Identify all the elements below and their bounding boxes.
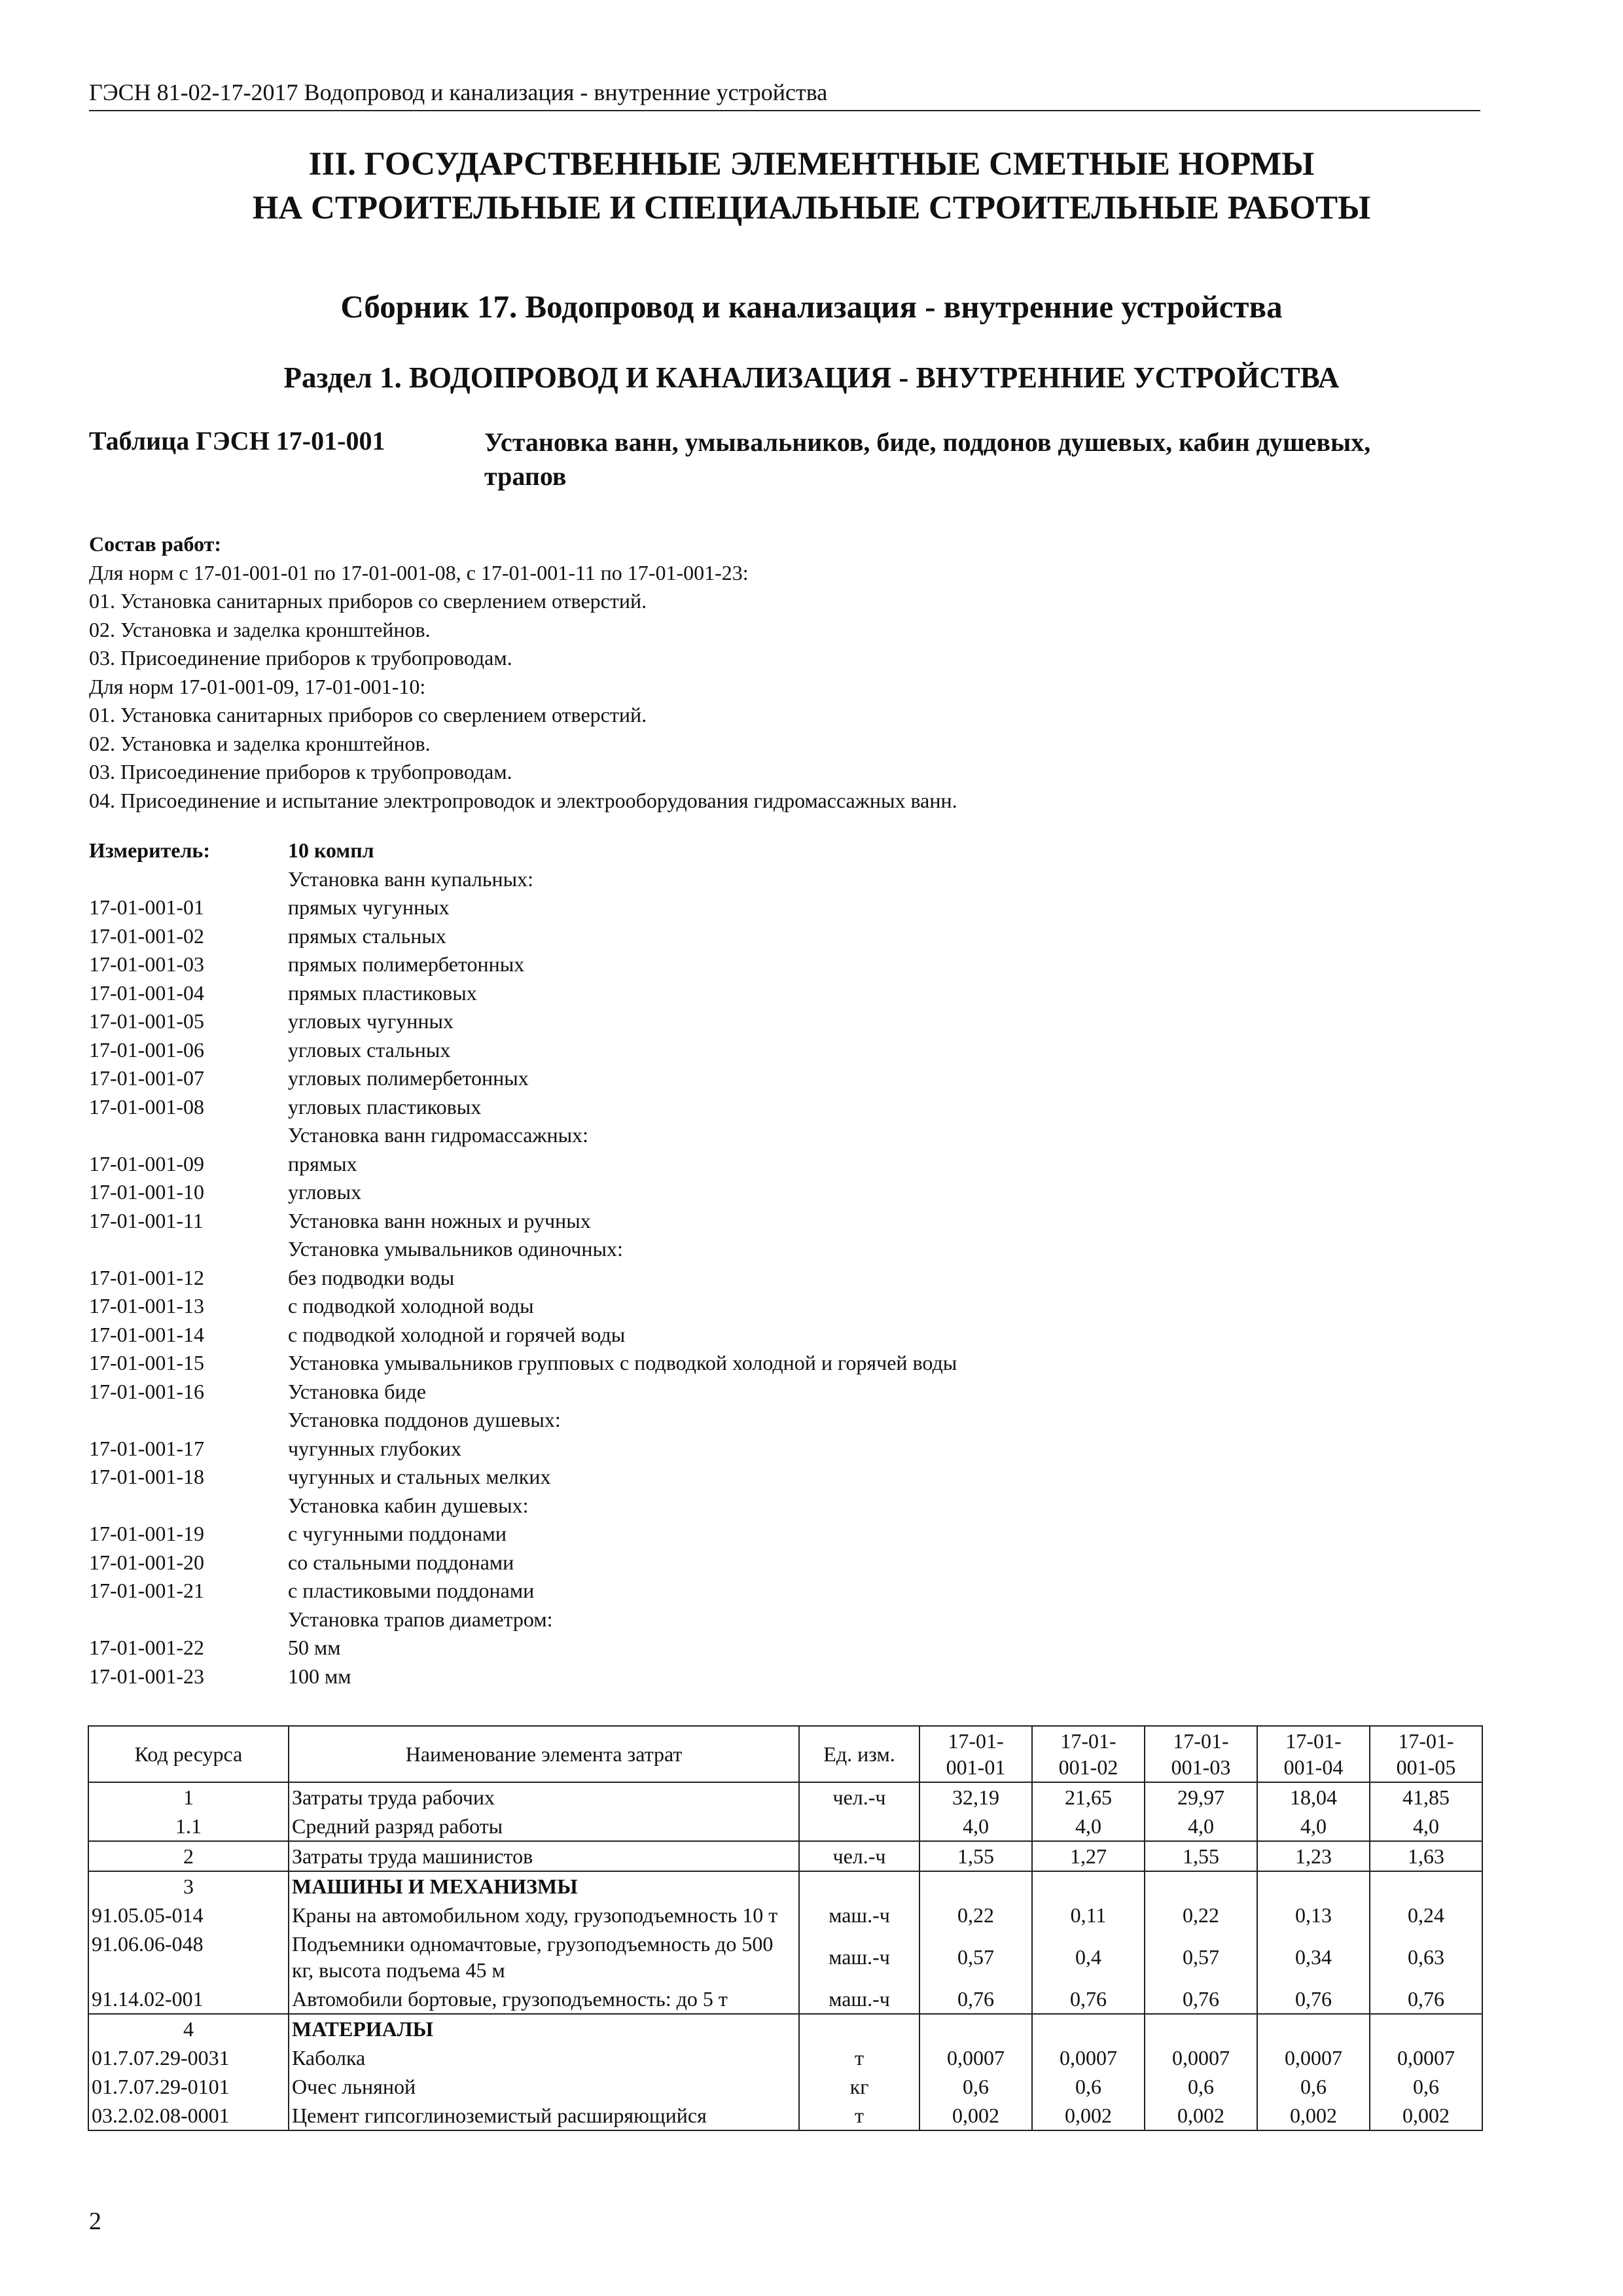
resource-unit: кг [799, 2072, 919, 2101]
resource-value: 4,0 [1370, 1812, 1482, 1841]
resource-unit: маш.-ч [799, 1901, 919, 1929]
norm-description: прямых пластиковых [288, 980, 477, 1005]
norm-code: 17-01-001-20 [89, 1550, 204, 1574]
resource-value [919, 1871, 1032, 1901]
resource-name: Очес льняной [289, 2072, 799, 2101]
resource-name: МАТЕРИАЛЫ [289, 2014, 799, 2043]
resource-value: 0,34 [1257, 1929, 1370, 1984]
table-row [88, 2014, 1482, 2043]
norm-description: Установка умывальников групповых с подводкой холодной и горячей воды [288, 1351, 957, 1374]
resource-value: 0,0007 [1032, 2043, 1145, 2072]
norm-description: 50 мм [288, 1636, 341, 1659]
resource-value: 0,63 [1370, 1929, 1482, 1984]
resource-value: 1,23 [1257, 1841, 1370, 1871]
resource-value: 18,04 [1257, 1782, 1370, 1812]
table-row [88, 2043, 1482, 2072]
composition-line: Для норм 17-01-001-09, 17-01-001-10: [89, 674, 426, 698]
resource-name: МАШИНЫ И МЕХАНИЗМЫ [289, 1871, 799, 1901]
norm-description: 100 мм [288, 1664, 351, 1688]
norm-code: 17-01-001-06 [89, 1037, 204, 1062]
norm-description: Установка биде [288, 1379, 426, 1403]
norm-code: 17-01-001-19 [89, 1522, 204, 1545]
resource-value [1145, 2014, 1257, 2043]
resource-value: 0,76 [1032, 1984, 1145, 2014]
table-row [88, 1782, 1482, 1812]
running-header: ГЭСН 81-02-17-2017 Водопровод и канализация - внутренние устройства [89, 79, 1480, 111]
norm-description: чугунных глубоких [288, 1436, 461, 1460]
resource-value: 0,76 [1370, 1984, 1482, 2014]
norm-description: прямых полимербетонных [288, 952, 525, 976]
resource-name: Каболка [289, 2043, 799, 2072]
table-row [88, 1901, 1482, 1929]
resource-value: 1,55 [919, 1841, 1032, 1871]
norm-code: 17-01-001-21 [89, 1579, 204, 1602]
norm-description: Установка ванн ножных и ручных [288, 1208, 591, 1232]
norm-description: чугунных и стальных мелких [288, 1465, 551, 1488]
norm-description: Установка трапов диаметром: [288, 1607, 553, 1631]
header-norm-col: 17-01- 001-02 [1032, 1726, 1145, 1782]
resource-value: 0,0007 [1145, 2043, 1257, 2072]
table-row [88, 2072, 1482, 2101]
resource-value: 0,57 [919, 1929, 1032, 1984]
resource-value: 0,6 [1032, 2072, 1145, 2101]
norm-description: с подводкой холодной и горячей воды [288, 1322, 626, 1346]
composition-label: Состав работ: [89, 532, 222, 556]
resource-unit: т [799, 2043, 919, 2072]
norm-description: прямых [288, 1151, 357, 1175]
resource-name: Средний разряд работы [289, 1812, 799, 1841]
resource-code: 91.05.05-014 [88, 1901, 289, 1929]
header-norm-col: 17-01- 001-05 [1370, 1726, 1482, 1782]
resource-value: 41,85 [1370, 1782, 1482, 1812]
resource-value: 1,27 [1032, 1841, 1145, 1871]
header-code: Код ресурса [88, 1726, 289, 1782]
norm-description: с пластиковыми поддонами [288, 1579, 535, 1602]
resource-value: 0,76 [1257, 1984, 1370, 2014]
norm-description: с подводкой холодной воды [288, 1294, 534, 1318]
resource-value [1257, 1871, 1370, 1901]
norm-code: 17-01-001-16 [89, 1379, 204, 1403]
header-name: Наименование элемента затрат [289, 1726, 799, 1782]
norm-code: 17-01-001-11 [89, 1208, 204, 1232]
norm-description: Установка поддонов душевых: [288, 1408, 561, 1431]
norm-code: 17-01-001-22 [89, 1636, 204, 1659]
resource-value: 0,002 [919, 2101, 1032, 2130]
resource-code: 91.06.06-048 [88, 1929, 289, 1984]
resource-value: 0,76 [1145, 1984, 1257, 2014]
norm-description: угловых полимербетонных [288, 1066, 529, 1090]
resource-code: 91.14.02-001 [88, 1984, 289, 2014]
work-composition [89, 530, 957, 815]
resource-value: 21,65 [1032, 1782, 1145, 1812]
resource-value [919, 2014, 1032, 2043]
resource-value: 0,002 [1145, 2101, 1257, 2130]
norm-code: 17-01-001-14 [89, 1322, 204, 1346]
resource-code: 3 [88, 1871, 289, 1901]
composition-line: 04. Присоединение и испытание электропроводок и электрооборудования гидромассажных ванн. [89, 788, 957, 812]
resource-value: 0,13 [1257, 1901, 1370, 1929]
norm-code: 17-01-001-08 [89, 1094, 204, 1119]
norm-description: угловых чугунных [288, 1009, 454, 1033]
resource-value [1370, 1871, 1482, 1901]
resource-code: 1.1 [88, 1812, 289, 1841]
resource-value: 0,002 [1370, 2101, 1482, 2130]
norm-description: Установка ванн гидромассажных: [288, 1123, 589, 1147]
resource-value: 0,002 [1032, 2101, 1145, 2130]
resource-unit: маш.-ч [799, 1929, 919, 1984]
resource-value: 4,0 [1257, 1812, 1370, 1841]
resource-unit [799, 1812, 919, 1841]
norm-code: 17-01-001-12 [89, 1265, 204, 1289]
norm-code: 17-01-001-07 [89, 1066, 204, 1090]
norm-description: без подводки воды [288, 1265, 455, 1289]
resource-code: 01.7.07.29-0031 [88, 2043, 289, 2072]
norm-description: прямых стальных [288, 924, 446, 948]
resource-code: 1 [88, 1782, 289, 1812]
norm-description: угловых [288, 1180, 362, 1204]
resource-unit: маш.-ч [799, 1984, 919, 2014]
table-row [88, 1812, 1482, 1841]
norm-description: с чугунными поддонами [288, 1522, 507, 1545]
composition-line: 01. Установка санитарных приборов со сверлением отверстий. [89, 589, 647, 613]
norm-code: 17-01-001-02 [89, 924, 204, 948]
norm-code: 17-01-001-17 [89, 1436, 204, 1460]
header-norm-col: 17-01- 001-03 [1145, 1726, 1257, 1782]
composition-line: 03. Присоединение приборов к трубопроводам. [89, 646, 512, 670]
composition-line: 01. Установка санитарных приборов со сверлением отверстий. [89, 703, 647, 726]
resource-name: Цемент гипсоглиноземистый расширяющийся [289, 2101, 799, 2130]
section-title: Раздел 1. ВОДОПРОВОД И КАНАЛИЗАЦИЯ - ВНУТРЕННИЕ УСТРОЙСТВА [283, 361, 1340, 394]
resource-value: 0,6 [1370, 2072, 1482, 2101]
main-title-line-1: III. ГОСУДАРСТВЕННЫЕ ЭЛЕМЕНТНЫЕ СМЕТНЫЕ НОРМЫ [308, 146, 1315, 183]
resource-value: 0,6 [1257, 2072, 1370, 2101]
norm-description: Установка ванн купальных: [288, 867, 534, 891]
table-row [88, 1871, 1482, 1901]
main-title-line-2: НА СТРОИТЕЛЬНЫЕ И СПЕЦИАЛЬНЫЕ СТРОИТЕЛЬНЫЕ РАБОТЫ [252, 190, 1371, 226]
resource-value: 32,19 [919, 1782, 1032, 1812]
table-row [88, 2101, 1482, 2130]
header-norm-col: 17-01- 001-04 [1257, 1726, 1370, 1782]
table-row [88, 1929, 1482, 1984]
resource-value: 0,11 [1032, 1901, 1145, 1929]
norm-code: 17-01-001-23 [89, 1664, 204, 1688]
resource-code: 03.2.02.08-0001 [88, 2101, 289, 2130]
resource-code: 2 [88, 1841, 289, 1871]
resource-name: Затраты труда машинистов [289, 1841, 799, 1871]
norm-code: 17-01-001-01 [89, 895, 204, 919]
norm-description: Установка кабин душевых: [288, 1493, 529, 1517]
measure-value: 10 компл [288, 838, 374, 862]
table-header-row [88, 1726, 1482, 1782]
header-norm-col: 17-01- 001-01 [919, 1726, 1032, 1782]
resource-value: 0,6 [919, 2072, 1032, 2101]
resource-value [1032, 1871, 1145, 1901]
norm-description: со стальными поддонами [288, 1550, 514, 1574]
resource-name: Затраты труда рабочих [289, 1782, 799, 1812]
resource-value: 29,97 [1145, 1782, 1257, 1812]
measure-label: Измеритель: [89, 838, 210, 862]
composition-line: 02. Установка и заделка кронштейнов. [89, 617, 431, 641]
composition-line: 02. Установка и заделка кронштейнов. [89, 731, 431, 755]
resource-code: 4 [88, 2014, 289, 2043]
resource-value: 0,57 [1145, 1929, 1257, 1984]
norm-description: угловых пластиковых [288, 1094, 482, 1119]
resource-unit: т [799, 2101, 919, 2130]
resource-unit [799, 1871, 919, 1901]
resource-value: 4,0 [919, 1812, 1032, 1841]
norm-code: 17-01-001-13 [89, 1294, 204, 1318]
norm-code: 17-01-001-18 [89, 1465, 204, 1488]
resource-value: 0,0007 [1370, 2043, 1482, 2072]
resource-name: Подъемники одномачтовые, грузоподъемность до 500 кг, высота подъема 45 м [289, 1929, 799, 1984]
resource-value: 0,76 [919, 1984, 1032, 2014]
composition-line: Для норм с 17-01-001-01 по 17-01-001-08, с 17-01-001-11 по 17-01-001-23: [89, 560, 749, 584]
resource-value: 0,22 [919, 1901, 1032, 1929]
resource-table-body [88, 1782, 1482, 2130]
norm-description: прямых чугунных [288, 895, 450, 919]
resource-value: 1,63 [1370, 1841, 1482, 1871]
table-row [88, 1841, 1482, 1871]
resource-value: 0,002 [1257, 2101, 1370, 2130]
norm-code: 17-01-001-03 [89, 952, 204, 976]
resource-value: 4,0 [1032, 1812, 1145, 1841]
header-unit: Ед. изм. [799, 1726, 919, 1782]
resource-unit [799, 2014, 919, 2043]
resource-unit: чел.-ч [799, 1782, 919, 1812]
norm-code: 17-01-001-09 [89, 1151, 204, 1175]
resource-value: 0,0007 [1257, 2043, 1370, 2072]
main-title [0, 143, 1623, 230]
norm-code: 17-01-001-15 [89, 1351, 204, 1374]
norm-description: угловых стальных [288, 1037, 451, 1062]
resource-value: 0,6 [1145, 2072, 1257, 2101]
resource-table [88, 1725, 1483, 2131]
resource-unit: чел.-ч [799, 1841, 919, 1871]
resource-name: Краны на автомобильном ходу, грузоподъемность 10 т [289, 1901, 799, 1929]
resource-value [1032, 2014, 1145, 2043]
resource-value [1257, 2014, 1370, 2043]
resource-value [1145, 1871, 1257, 1901]
resource-value: 0,22 [1145, 1901, 1257, 1929]
resource-value: 0,0007 [919, 2043, 1032, 2072]
table-caption: Установка ванн, умывальников, биде, поддонов душевых, кабин душевых, трапов [484, 427, 1371, 491]
resource-value: 0,4 [1032, 1929, 1145, 1984]
resource-value [1370, 2014, 1482, 2043]
norm-description: Установка умывальников одиночных: [288, 1237, 623, 1261]
norm-code: 17-01-001-05 [89, 1009, 204, 1033]
page-number: 2 [89, 2208, 101, 2235]
norm-code: 17-01-001-04 [89, 980, 204, 1005]
table-code: Таблица ГЭСН 17-01-001 [89, 426, 385, 456]
resource-code: 01.7.07.29-0101 [88, 2072, 289, 2101]
collection-title: Сборник 17. Водопровод и канализация - внутренние устройства [340, 289, 1283, 325]
composition-line: 03. Присоединение приборов к трубопроводам. [89, 760, 512, 783]
resource-value: 1,55 [1145, 1841, 1257, 1871]
resource-name: Автомобили бортовые, грузоподъемность: до 5 т [289, 1984, 799, 2014]
resource-value: 0,24 [1370, 1901, 1482, 1929]
norm-code: 17-01-001-10 [89, 1180, 204, 1204]
resource-value: 4,0 [1145, 1812, 1257, 1841]
table-row [88, 1984, 1482, 2014]
